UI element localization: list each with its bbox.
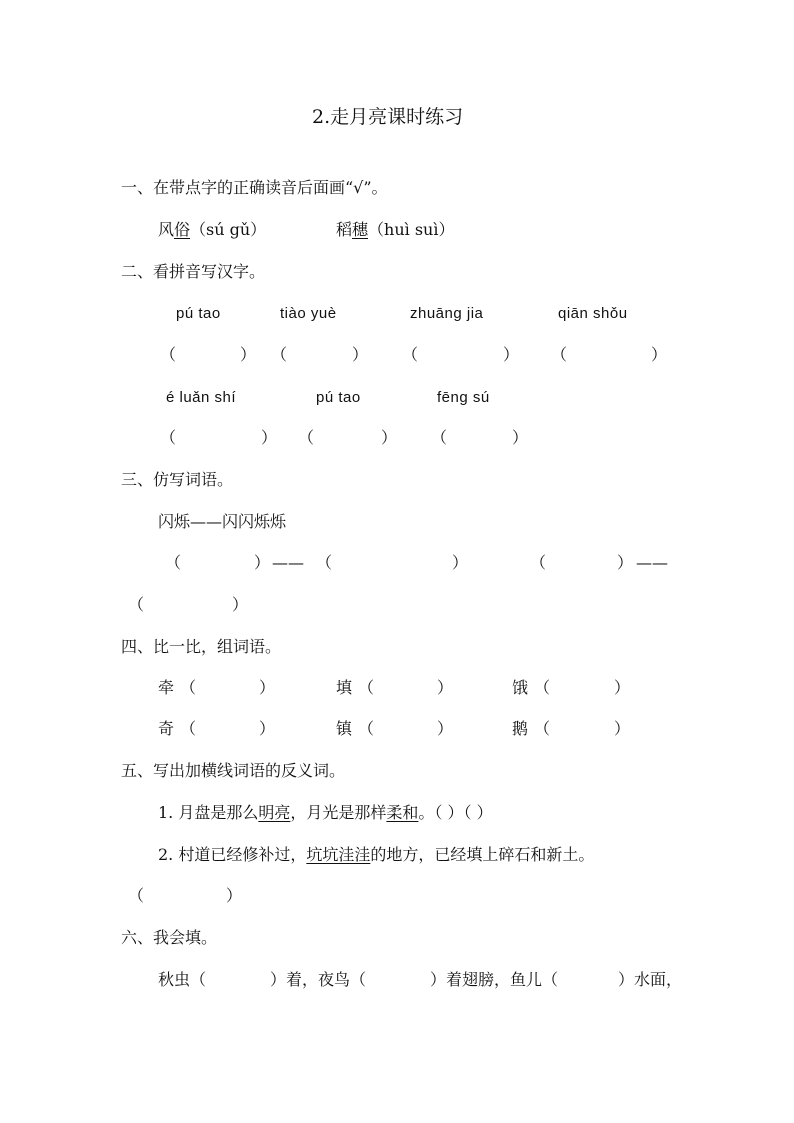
s1-item-2 bbox=[336, 220, 454, 240]
pinyin-7: fēng sú bbox=[437, 389, 490, 406]
pinyin-1: pú tao bbox=[176, 305, 221, 322]
answer-blank-close: ） bbox=[512, 428, 529, 447]
blank-close: ） bbox=[614, 678, 631, 697]
answer-blank-open: （ bbox=[431, 428, 448, 447]
section-6-heading: 六、我会填。 bbox=[121, 928, 218, 947]
blank-open: （ bbox=[128, 886, 145, 905]
section-3-heading: 三、仿写词语。 bbox=[121, 470, 234, 489]
blank-close: ） bbox=[437, 719, 454, 738]
s1-item-2-pre: 稻 bbox=[336, 220, 353, 239]
answer-blank-close: ） bbox=[381, 428, 398, 447]
blank-open: （ bbox=[128, 595, 145, 614]
blank-close: ） bbox=[614, 719, 631, 738]
blank-open: （ bbox=[534, 678, 551, 697]
blank-open: （ bbox=[534, 719, 551, 738]
s1-item-2-dotted-char: 穗 bbox=[352, 220, 369, 239]
page-title: 2.走月亮课时练习 bbox=[312, 106, 464, 128]
blank-open: （ bbox=[180, 678, 197, 697]
section-4-heading: 四、比一比，组词语。 bbox=[121, 637, 282, 656]
pinyin-4: qiān shǒu bbox=[558, 305, 628, 322]
s6-seg-b: ）着，夜鸟（ bbox=[270, 970, 367, 989]
s1-item-2-options: （huì suì） bbox=[368, 220, 455, 239]
s6-seg-a: 秋虫（ bbox=[158, 970, 207, 989]
blank-open: （ bbox=[530, 553, 547, 572]
blank-open: （ bbox=[316, 553, 333, 572]
s5-q1-underlined-1: 明亮 bbox=[258, 803, 291, 822]
compare-char: 饿 bbox=[512, 678, 529, 697]
answer-blank-open: （ bbox=[402, 345, 419, 364]
s5-q1-underlined-2: 柔和 bbox=[386, 803, 419, 822]
answer-blank-open: （ bbox=[271, 345, 288, 364]
blank-close: ） bbox=[226, 886, 243, 905]
s1-item-1-options: （sú gǔ） bbox=[190, 220, 267, 239]
s5-q2-text: 2. 村道已经修补过， bbox=[158, 845, 307, 864]
answer-blank-open: （ bbox=[551, 345, 568, 364]
compare-char: 填 bbox=[336, 678, 353, 697]
pinyin-6: pú tao bbox=[316, 389, 361, 406]
blank-close: ） bbox=[259, 719, 276, 738]
blank-close: ） bbox=[254, 553, 271, 572]
blank-close: ） bbox=[437, 678, 454, 697]
blank-open: （ bbox=[358, 678, 375, 697]
answer-blank-close: ） bbox=[240, 345, 257, 364]
compare-char: 奇 bbox=[158, 719, 175, 738]
dash: —— bbox=[272, 553, 304, 572]
answer-blank-close: ） bbox=[352, 345, 369, 364]
s1-item-1-pre: 风 bbox=[158, 220, 175, 239]
compare-char: 鹅 bbox=[512, 719, 529, 738]
s5-q1-blanks: 。（ ）（ ） bbox=[418, 803, 493, 822]
blank-close: ） bbox=[232, 595, 249, 614]
blank-open: （ bbox=[180, 719, 197, 738]
s5-q1-text: ，月光是那样 bbox=[290, 803, 387, 822]
s6-seg-d: ）水面， bbox=[618, 970, 683, 989]
answer-blank-close: ） bbox=[503, 345, 520, 364]
s5-q2-text: 的地方，已经填上碎石和新土。 bbox=[370, 845, 595, 864]
blank-close: ） bbox=[617, 553, 634, 572]
answer-blank-close: ） bbox=[261, 428, 278, 447]
section-5-heading: 五、写出加横线词语的反义词。 bbox=[121, 761, 346, 780]
blank-open: （ bbox=[165, 553, 182, 572]
answer-blank-open: （ bbox=[160, 428, 177, 447]
pinyin-2: tiào yuè bbox=[280, 305, 337, 322]
dash: —— bbox=[636, 553, 668, 572]
section-1-heading: 一、在带点字的正确读音后面画“√”。 bbox=[121, 178, 388, 197]
s5-q1-text: 1. 月盘是那么 bbox=[158, 803, 259, 822]
blank-close: ） bbox=[259, 678, 276, 697]
s1-item-1 bbox=[158, 220, 266, 240]
answer-blank-close: ） bbox=[651, 345, 668, 364]
s5-q2-underlined: 坑坑洼洼 bbox=[306, 845, 371, 864]
blank-close: ） bbox=[452, 553, 469, 572]
compare-char: 牵 bbox=[158, 678, 175, 697]
section-2-heading: 二、看拼音写汉字。 bbox=[121, 262, 266, 281]
compare-char: 镇 bbox=[336, 719, 353, 738]
pinyin-5: é luǎn shí bbox=[166, 389, 237, 406]
blank-open: （ bbox=[358, 719, 375, 738]
s5-question-2 bbox=[158, 845, 594, 865]
s1-item-1-dotted-char: 俗 bbox=[174, 220, 191, 239]
s5-question-1 bbox=[158, 803, 493, 823]
s6-seg-c: ）着翅膀，鱼儿（ bbox=[430, 970, 559, 989]
answer-blank-open: （ bbox=[160, 345, 177, 364]
answer-blank-open: （ bbox=[298, 428, 315, 447]
s3-example: 闪烁——闪闪烁烁 bbox=[158, 512, 287, 531]
pinyin-3: zhuāng jia bbox=[410, 305, 484, 322]
